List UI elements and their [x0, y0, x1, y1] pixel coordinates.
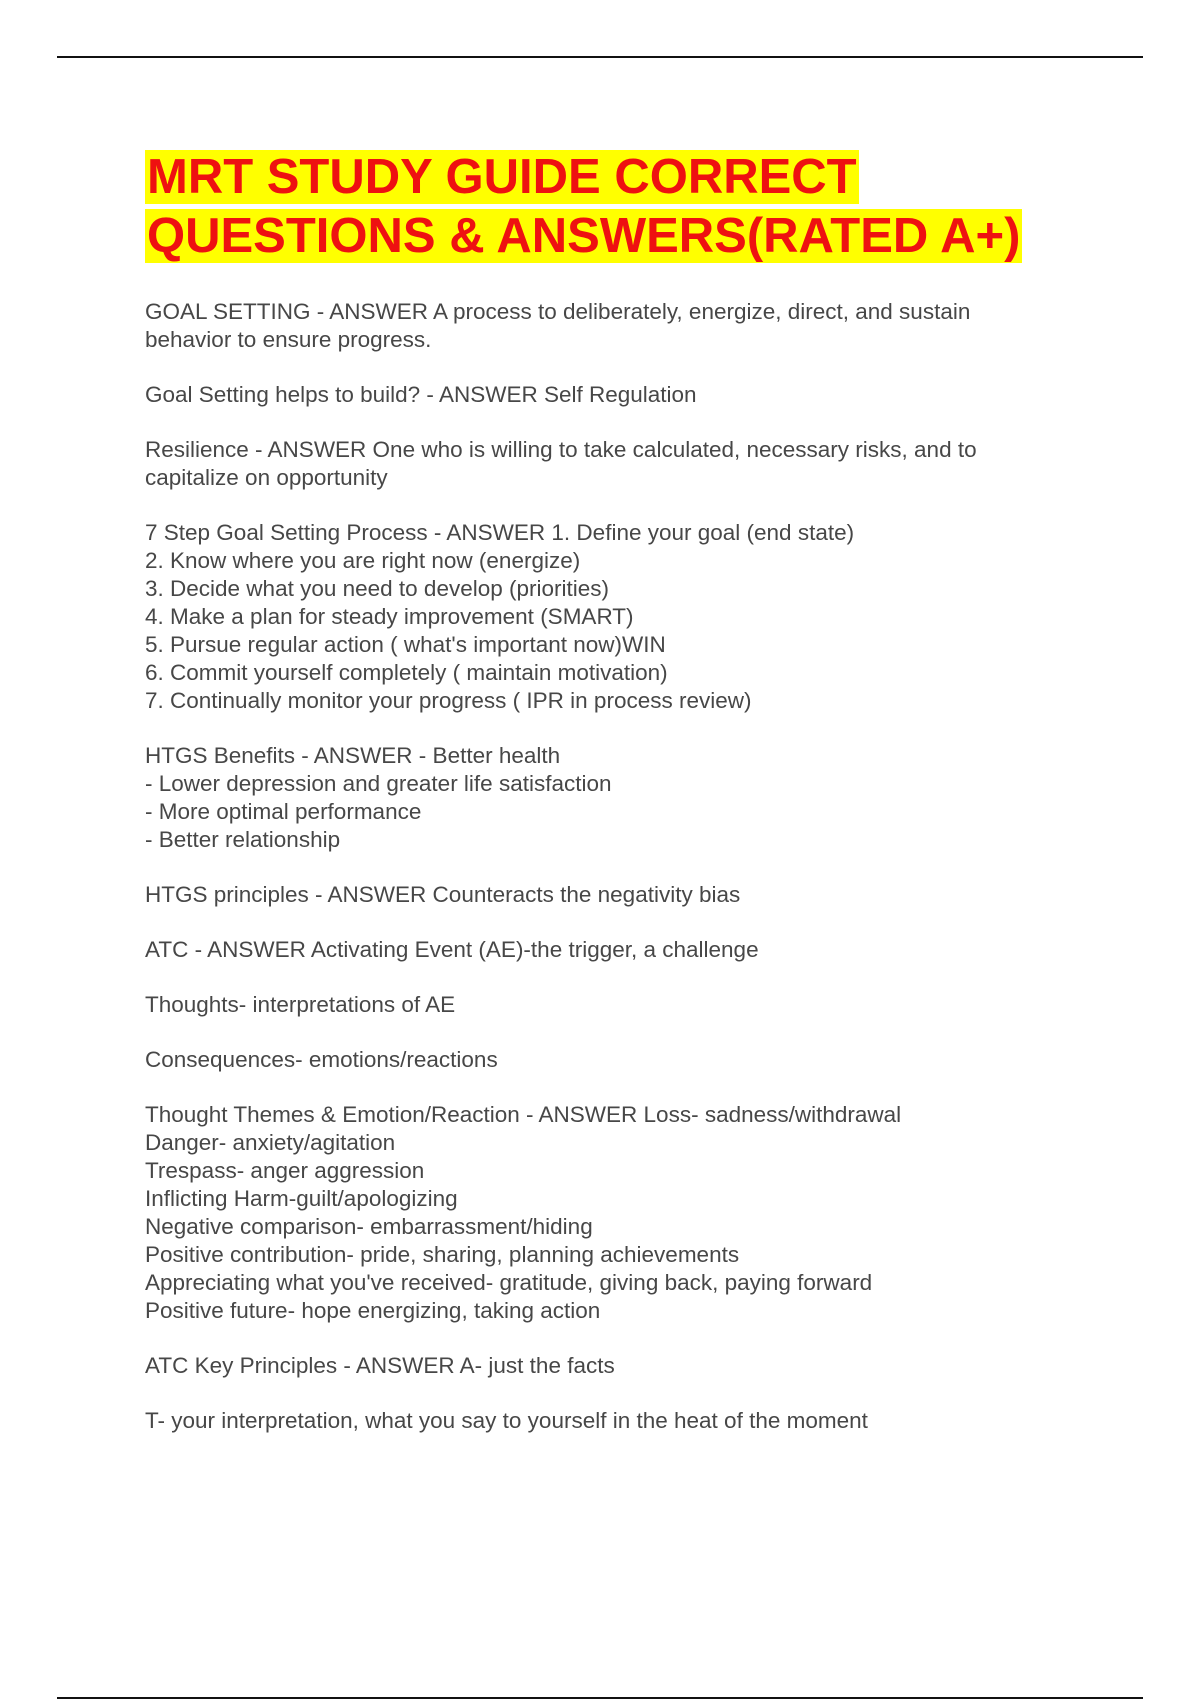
document-title — [145, 148, 1145, 266]
text-line: Negative comparison- embarrassment/hiding — [145, 1214, 593, 1239]
qa-paragraph — [145, 1101, 1145, 1325]
title-line: MRT STUDY GUIDE CORRECT — [147, 150, 857, 204]
text-line: Positive contribution- pride, sharing, planning achievements — [145, 1242, 740, 1267]
text-line: 4. Make a plan for steady improvement (SMART) — [145, 604, 634, 629]
text-line: HTGS principles - ANSWER Counteracts the negativity bias — [145, 882, 741, 907]
title-line: QUESTIONS & ANSWERS(RATED A+) — [147, 209, 1021, 263]
text-line: - Better relationship — [145, 827, 341, 852]
qa-paragraph — [145, 881, 1145, 909]
text-line: Trespass- anger aggression — [145, 1158, 425, 1183]
text-line: Appreciating what you've received- gratitude, giving back, paying forward — [145, 1270, 873, 1295]
text-line: 3. Decide what you need to develop (priorities) — [145, 576, 610, 601]
text-line: - Lower depression and greater life satisfaction — [145, 771, 612, 796]
qa-paragraph — [145, 991, 1145, 1019]
header-rule — [57, 56, 1143, 58]
text-line: GOAL SETTING - ANSWER A process to deliberately, energize, direct, and sustain — [145, 299, 971, 324]
text-line: Danger- anxiety/agitation — [145, 1130, 396, 1155]
text-line: 5. Pursue regular action ( what's important now)WIN — [145, 632, 666, 657]
footer-rule — [57, 1697, 1143, 1699]
text-line: HTGS Benefits - ANSWER - Better health — [145, 743, 561, 768]
qa-paragraph — [145, 742, 1145, 854]
text-line: T- your interpretation, what you say to yourself in the heat of the moment — [145, 1408, 868, 1433]
text-line: capitalize on opportunity — [145, 465, 388, 490]
text-line: Thoughts- interpretations of AE — [145, 992, 456, 1017]
qa-paragraph — [145, 1046, 1145, 1074]
text-line: Goal Setting helps to build? - ANSWER Self Regulation — [145, 382, 697, 407]
text-line: 7 Step Goal Setting Process - ANSWER 1. Define your goal (end state) — [145, 520, 855, 545]
text-line: 6. Commit yourself completely ( maintain motivation) — [145, 660, 668, 685]
text-line: Consequences- emotions/reactions — [145, 1047, 498, 1072]
text-line: Resilience - ANSWER One who is willing to take calculated, necessary risks, and to — [145, 437, 977, 462]
qa-paragraph — [145, 936, 1145, 964]
text-line: Positive future- hope energizing, taking action — [145, 1298, 601, 1323]
text-line: Thought Themes & Emotion/Reaction - ANSWER Loss- sadness/withdrawal — [145, 1102, 902, 1127]
qa-paragraph — [145, 1352, 1145, 1380]
qa-paragraph — [145, 436, 1145, 492]
text-line: Inflicting Harm-guilt/apologizing — [145, 1186, 458, 1211]
text-line: 7. Continually monitor your progress ( IPR in process review) — [145, 688, 752, 713]
qa-paragraph — [145, 298, 1145, 354]
text-line: 2. Know where you are right now (energize) — [145, 548, 581, 573]
text-line: behavior to ensure progress. — [145, 327, 432, 352]
text-line: ATC Key Principles - ANSWER A- just the facts — [145, 1353, 615, 1378]
qa-paragraph — [145, 1407, 1145, 1435]
qa-paragraph — [145, 381, 1145, 409]
document-body — [145, 298, 1145, 1462]
qa-paragraph — [145, 519, 1145, 715]
text-line: - More optimal performance — [145, 799, 422, 824]
text-line: ATC - ANSWER Activating Event (AE)-the trigger, a challenge — [145, 937, 759, 962]
